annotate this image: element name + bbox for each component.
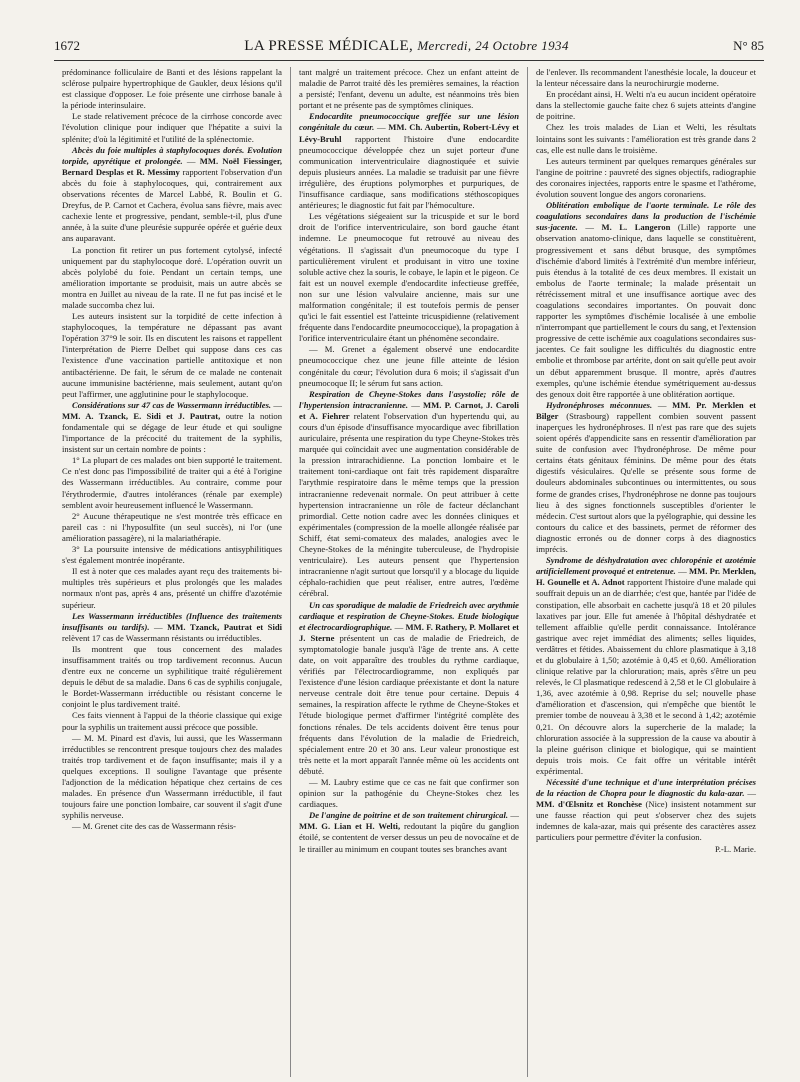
paragraph: Les auteurs insistent sur la torpidité de cette infection à staphylocoques, la température ne dépassant pas avant l'opération 37°9 le soir. Ils en discutent les raisons et rappellent l'interprétation de Pierre Delbet qui suppose dans ces cas l'existence d'une vaccination partielle antitoxique et non antibactérienne. De fait, le sérum de ce malade ne contenait aucune immunisine bactérienne, mais seulement, autant qu'on peut l'affirmer, une agglutinine pour le staphylocoque. <box>62 311 282 399</box>
section-title: Un cas sporadique de maladie de Friedreich avec arythmie cardiaque et respiration de Cheyne-Stokes. Etude biologique et électrocardiographique. <box>299 599 519 632</box>
section-title: Syndrome de déshydratation avec chloropénie et azotémie artificiellement provoqué et entretenue. <box>536 555 756 577</box>
text-columns <box>54 67 764 1077</box>
section-paragraph: Endocardite pneumococcique greffée sur une lésion congénitale du cœur. — MM. Ch. Aubertin, Robert-Lévy et Lévy-Bruhl rapportent l'histoire d'une endocardite pneumococcique développée chez un sujet porteur d'une communication interventriculaire diagnostiquée et suivie depuis plusieurs années. La maladie se traduisit par une fièvre irrégulière, des éruptions polymorphes et purpuriques, de l'insuffisance cardiaque, sans modifications stéthoscopiques antérieures; le diagnostic fut fait par l'hémoculture. <box>299 111 520 211</box>
section-title: Respiration de Cheyne-Stokes dans l'asystolie; rôle de l'hypertension intracranienne. <box>299 388 519 410</box>
paragraph: Chez les trois malades de Lian et Welti, les résultats lointains sont les suivants : l'amélioration est très grande dans 2 cas, elle est nulle dans le troisième. <box>536 122 756 155</box>
section-paragraph: Abcès du foie multiples à staphylocoques dorés. Evolution torpide, apyrétique et prolongée. — MM. Noël Fiessinger, Bernard Desplas et R. Messimy rapportent l'observation d'un abcès du foie à staphylocoques, qui, contrairement aux observations récentes de Marcel Labbé, R. Boulin et G. Dreyfus, de P. Carnot et Cachera, évolua sans fièvre, mais avec cachexie lente et progressive, pendant, semble-t-il, plus d'une année, à la suite d'une pleurésie suppurée opérée et guérie deux ans auparavant. <box>62 144 282 244</box>
section-text: (Lille) rapporte une observation anatomo-clinique, dans laquelle se constituèrent, progressivement et sans début brusque, des symptômes d'ischémie d'abord limités à l'extrémité d'un membre inférieur, puis étendus à la totalité de ces deux membres. Il existait un embolus de l'aorte terminale; la malade présentait un rétrécissement mitral et une insuffisance aortique avec des coagulations secondaires importantes. On pouvait donc rapporter les symptômes d'ischémie localisée à une embolie n'interrompant que partiellement le cours du sang, et l'extension progressive de cette ischémie aux coagulations secondaires sus-jacentes. Ce fait souligne les difficultés du diagnostic entre embolie et thrombose par artérite, dont on sait qu'elle peut avoir un début apparemment brusque. Il montre, après d'autres exemples, qu'une ischémie étendue symétriquement au-dessus des genoux doit être rapportée à une oblitération aortique. <box>536 222 756 399</box>
section-authors: MM. Noël Fiessinger, Bernard Desplas et R. Messimy <box>62 155 282 177</box>
journal-title-line <box>244 38 569 55</box>
section-paragraph: Considérations sur 47 cas de Wassermann irréductibles. — MM. A. Tzanck, E. Sidi et J. Pautrat, outre la notion fondamentale qui se dégage de leur étude et qui souligne l'importance de la précocité du traitement de la syphilis, insistent sur un certain nombre de points : <box>62 399 283 455</box>
section-authors: MM. F. Rathery, P. Mollaret et J. Sterne <box>299 621 519 643</box>
paragraph: tant malgré un traitement précoce. Chez un enfant atteint de maladie de Parrot traité dès les premières semaines, la réaction a persisté; l'enfant, devenu un adulte, est néanmoins très bien portant et ne présente pas de symptômes cliniques. <box>299 67 519 111</box>
paragraph: Il est à noter que ces malades ayant reçu des traitements bi-multiples très supérieurs et plus prolongés que les malades normaux n'ont pas, après 4 ans, présenté un chiffre d'azotémie supérieur. <box>62 566 282 610</box>
section-title: Abcès du foie multiples à staphylocoques dorés. Evolution torpide, apyrétique et prolongée. <box>62 144 282 166</box>
paragraph: En procédant ainsi, H. Welti n'a eu aucun incident opératoire dans la stellectomie gauche faite chez 6 sujets atteints d'angine de poitrine. <box>536 89 756 122</box>
page-number: 1672 <box>54 38 80 53</box>
section-authors: MM. A. Tzanck, E. Sidi et J. Pautrat, <box>62 410 221 421</box>
section-title: Considérations sur 47 cas de Wassermann irréductibles. <box>72 399 272 410</box>
paragraph: — M. Grenet a également observé une endocardite pneumococcique chez une jeune fille atteinte de lésion congénitale du cœur; l'évolution dura 6 mois; il s'agissait d'un pneumocoque II; le sérum fut sans action. <box>299 344 519 388</box>
section-text: rapportent l'observation d'un abcès du foie à staphylocoques, qui, contrairement aux observations récentes de Marcel Labbé, R. Boulin et G. Dreyfus, de P. Carnot et Cachera, évolua sans fièvre, mais avec cachexie lente et progressive, pendant, semble-t-il, plus d'une année, à la suite d'une pleurésie suppurée opérée et guérie deux ans auparavant. <box>62 166 282 244</box>
section-authors: MM. Tzanck, Pautrat et Sidi <box>167 621 282 632</box>
section-title: Hydronéphroses méconnues. <box>546 399 653 410</box>
section-text: outre la notion fondamentale qui se dégage de leur étude et qui souligne l'importance de la précocité du traitement de la syphilis, insistent sur un certain nombre de points : <box>62 410 282 455</box>
section-paragraph: De l'angine de poitrine et de son traitement chirurgical. — MM. G. Lian et H. Welti, redoutant la piqûre du ganglion étoilé, se contentent de verser dessus un peu de novocaïne et de le tirailler au minimum en coupant toutes ses branches avant <box>299 810 520 854</box>
paragraph: Le stade relativement précoce de la cirrhose concorde avec l'évolution clinique pour indiquer que l'hépatite a suivi la splénite; d'où la légitimité et l'utilité de la splénectomie. <box>62 111 282 144</box>
section-authors: MM. Ch. Aubertin, Robert-Lévy et Lévy-Bruhl <box>299 122 520 144</box>
section-authors: M. L. Langeron <box>601 222 671 233</box>
signature: P.-L. Marie. <box>714 843 756 854</box>
section-text: redoutant la piqûre du ganglion étoilé, se contentent de verser dessus un peu de novocaïne et de le tirailler au minimum en coupant toutes ses branches avant <box>299 821 520 854</box>
section-paragraph: Nécessité d'une technique et d'une interprétation précises de la réaction de Chopra pour le diagnostic du kala-azar. — MM. d'Œlsnitz et Ronchèse (Nice) insistent notamment sur une fausse réaction qui peut s'observer chez des sujets indemnes de kala-azar, mais qui présente des caractères assez particuliers pour permettre d'éviter la confusion. <box>536 777 756 843</box>
section-text: rapportent l'histoire d'une endocardite pneumococcique développée chez un sujet porteur d'une communication interventriculaire diagnostiquée et suivie depuis plusieurs années. La maladie se traduisit par une fièvre irrégulière, des éruptions polymorphes et purpuriques, de l'insuffisance cardiaque, sans modifications stéthoscopiques antérieures; le diagnostic fut fait par l'hémoculture. <box>299 133 519 211</box>
journal-name: LA PRESSE MÉDICALE, <box>244 38 414 54</box>
section-text: présentent un cas de maladie de Friedreich, de symptomatologie banale jusqu'à l'âge de trente ans. A cette date, on voit apparaître des troubles du rythme cardiaque, vérifiés par l'électrocardiogramme, non expliqués par l'existence d'une lésion cardiaque préexistante et dont la nature nerveuse centrale doit être tenue pour certaine. Depuis 4 semaines, la respiration affecte le rythme de Cheyne-Stokes et l'étude biologique permet d'affirmer l'intégrité complète des fonctions rénales. De tels accidents doivent être tenus pour fréquents dans l'évolution de la maladie de Friedreich, spécialement entre 20 et 30 ans. Leur valeur pronostique est très nette et la mort apparaît l'année même où les accidents ont débuté. <box>299 632 519 776</box>
section-text: (Nice) insistent notamment sur une fausse réaction qui peut s'observer chez des sujets indemnes de kala-azar, mais qui présente des caractères assez particuliers pour permettre d'éviter la confusion. <box>536 799 756 843</box>
issue-number: N° 85 <box>733 38 764 53</box>
paragraph: Ces faits viennent à l'appui de la théorie classique qui exige pour la syphilis un traitement aussi précoce que possible. <box>62 710 282 732</box>
paragraph: prédominance folliculaire de Banti et des lésions rappelant la sclérose pulpaire hypertrophique de Gaukler, deux lésions qu'il est classique d'opposer. Le foie présente une cirrhose banale à la période interinsulaire. <box>62 67 282 111</box>
paragraph: — M. Grenet cite des cas de Wassermann résis- <box>72 821 237 832</box>
section-paragraph: Syndrome de déshydratation avec chloropénie et azotémie artificiellement provoqué et entretenue. — MM. Pr. Merklen, H. Gounelle et A. Adnot rapportent l'histoire d'une malade qui souffrait depuis un an de diarrhée; c'est que, hantée par l'idée de constipation, elle absorbait en cachette jusqu'à 18 et 20 pilules laxatives par jour. Elle fut amenée à l'hôpital déshydratée et tellement affaiblie qu'elle perdit connaissance. Intolérance gastrique avec rejet immédiat des aliments; selles liquides, verdâtres et fétides. Abaissement du chlore plasmatique à 3,18 et du globulaire à 1,50; azotémie à 0,45 et 0,60. Amélioration clinique relative par la chloruration; mais, après s'être un peu relevés, le Cl plasmatique redescend à 2,58 et le Cl globulaire à 1,36, avec azotémie à 0,98. Reprise du sel; nouvelle phase d'amélioration et d'ascension, qui n'empêche que bientôt le premier tombe de nouveau à 3,38 et le second à 1,42; azotémie 0,21. On découvre alors la supercherie de la malade; la chloruration associée à la suppression de la cause va aboutir à la pleine guérison clinique et biologique, qui se maintient depuis trois mois. Ce fait offre un véritable intérêt expérimental. <box>536 555 757 776</box>
section-text: rapportent l'histoire d'une malade qui souffrait depuis un an de diarrhée; c'est que, hantée par l'idée de constipation, elle absorbait en cachette jusqu'à 18 et 20 pilules laxatives par jour. Elle fut amenée à l'hôpital déshydratée et tellement affaiblie qu'elle perdit connaissance. Intolérance gastrique avec rejet immédiat des aliments; selles liquides, verdâtres et fétides. Abaissement du chlore plasmatique à 3,18 et du globulaire à 1,50; azotémie à 0,45 et 0,60. Amélioration clinique relative par la chloruration; mais, après s'être un peu relevés, le Cl plasmatique redescend à 2,58 et le Cl globulaire à 1,36, avec azotémie à 0,98. Reprise du sel; nouvelle phase d'amélioration et d'ascension, qui n'empêche que bientôt le premier tombe de nouveau à 3,38 et le second à 1,42; azotémie 0,21. On découvre alors la supercherie de la malade; la chloruration associée à la suppression de la cause va aboutir à la pleine guérison clinique et biologique, qui se maintient depuis trois mois. Ce fait offre un véritable intérêt expérimental. <box>536 577 756 776</box>
section-title: Endocardite pneumococcique greffée sur une lésion congénitale du cœur. <box>299 111 519 133</box>
section-paragraph: Un cas sporadique de maladie de Friedreich avec arythmie cardiaque et respiration de Cheyne-Stokes. Etude biologique et électrocardiographique. — MM. F. Rathery, P. Mollaret et J. Sterne présentent un cas de maladie de Friedreich, de symptomatologie banale jusqu'à l'âge de trente ans. A cette date, on voit apparaître des troubles du rythme cardiaque, vérifiés par l'électrocardiogramme, non expliqués par l'existence d'une lésion cardiaque préexistante et dont la nature nerveuse centrale doit être tenue pour certaine. Depuis 4 semaines, la respiration affecte le rythme de Cheyne-Stokes et l'étude biologique permet d'affirmer l'intégrité complète des fonctions rénales. De tels accidents doivent être tenus pour fréquents dans l'évolution de la maladie de Friedreich, spécialement entre 20 et 30 ans. Leur valeur pronostique est très nette et la mort apparaît l'année même où les accidents ont débuté. <box>299 599 519 776</box>
paragraph: — M. Laubry estime que ce cas ne fait que confirmer son opinion sur la pathogénie du Cheyne-Stokes chez les cardiaques. <box>299 777 519 810</box>
column-2 <box>290 67 527 1077</box>
paragraph: 2° Aucune thérapeutique ne s'est montrée très efficace en pareil cas : ni l'hyposulfite (un seul succès), ni l'or (une amélioration passagère), ni la malariathérapie. <box>62 510 282 543</box>
section-title: Les Wassermann irréductibles (Influence des traitements insuffisants ou tardifs). <box>62 610 282 632</box>
section-authors: MM. Pr. Merklen, H. Gounelle et A. Adnot <box>536 566 757 588</box>
paragraph: Les auteurs terminent par quelques remarques générales sur l'angine de poitrine : pauvreté des signes objectifs, radiographie des coronaires injectées, rapports entre le spasme et l'athérome, évolution souvent longue des angors coronariens. <box>536 155 756 200</box>
section-title: De l'angine de poitrine et de son traitement chirurgical. <box>309 810 508 821</box>
column-3 <box>527 67 764 1077</box>
running-header <box>54 38 764 61</box>
section-title: Nécessité d'une technique et d'une interprétation précises de la réaction de Chopra pour le diagnostic du kala-azar. <box>536 777 756 799</box>
paragraph: 3° La poursuite intensive de médications antisyphilitiques s'est également montrée inopérante. <box>62 544 282 566</box>
section-text: relèvent 17 cas de Wassermann résistants ou irréductibles. <box>62 632 262 643</box>
paragraph: de l'enlever. Ils recommandent l'anesthésie locale, la douceur et la lenteur nécessaire dans la neurochirurgie moderne. <box>536 67 756 89</box>
section-text: relatent l'observation d'un hypertendu qui, au cours d'un épisode d'insuffisance myocardique avec fibrillation auriculaire, présenta une respiration du type Cheyne-Stokes très marquée qui coïncidait avec une augmentation considérable de la pression intrarachidienne. La ponction lombaire et le traitement toni-cardiaque ont fait très rapidement disparaître l'arythmie respiratoire dans le même temps que la pression intracranienne redevenait normale. On peut attribuer à cette hypertension intracranienne un rôle de facteur déclanchant primordial. Cette notion cadre avec les données cliniques et expérimentales (compression de la moelle allongée réalisée par Schiff, état semi-comateux des malades, analogies avec le Cheyne-Stokes de la méningite tuberculeuse, de l'hydropisie ventriculaire). Les auteurs pensent que l'hypertension intracranienne n'agit surtout que lorsqu'il y a blocage du liquide céphalo-rachidien que peut réaliser, entre autres, l'œdème cérébral. <box>299 410 520 599</box>
column-1 <box>54 67 290 1077</box>
paragraph: 1° La plupart de ces malades ont bien supporté le traitement. Ce n'est donc pas l'impossibilité de traiter qui a été à l'origine des Wassermann irréductibles. Au contraire, comme pour l'érythrodermie, d'autres intolérances (rénale par exemple) semblent avoir heureusement influencé le Wassermann. <box>62 455 282 510</box>
section-authors: MM. Pr. Merklen et Bilger <box>536 399 757 421</box>
section-title: Oblitération embolique de l'aorte terminale. Le rôle des coagulations secondaires dans la production de l'ischémie sus-jacente. <box>536 200 756 233</box>
paragraph: La ponction fit retirer un pus fortement cytolysé, infecté uniquement par du staphylocoque doré. L'opération ouvrit un abcès polylobé du foie. Pendant un certain temps, une amélioration importante se produisit, mais un autre abcès se montra en Juillet au niveau de la rate. Il ne fut pas incisé et le malade succomba chez lui. <box>62 244 282 310</box>
issue-date: Mercredi, 24 Octobre 1934 <box>417 38 569 53</box>
paragraph: Les végétations siégeaient sur la tricuspide et sur le bord droit de l'orifice interventriculaire, son bord gauche étant indemne. Le pneumocoque fut retrouvé au niveau des végétations. Il s'agissait d'un pneumocoque du type I particulièrement virulent et produisant in vitro une toxine soluble active chez la souris, le cobaye, le lapin et le pigeon. Ce fait est un nouvel exemple d'endocardite infectieuse greffée, non sur une lésion valvulaire ancienne, mais sur une malformation congénitale; il est toutefois permis de penser qu'ici le fait essentiel est l'atteinte tricuspidienne (relativement fréquente dans l'endocardite pneumococcique), la propagation à l'orifice interventriculaire étant un phénomène secondaire. <box>299 211 519 344</box>
section-paragraph: Les Wassermann irréductibles (Influence des traitements insuffisants ou tardifs). — MM. Tzanck, Pautrat et Sidi relèvent 17 cas de Wassermann résistants ou irréductibles. <box>62 610 282 643</box>
paragraph: — M. M. Pinard est d'avis, lui aussi, que les Wassermann irréductibles se rencontrent presque toujours chez des malades traités trop tardivement et de façon insuffisante; mais il y a quelques exceptions. Il souligne l'avantage que présente l'adjonction de la médication hépatique chez certains de ces malades. En présence d'un Wassermann irréductible, il faut toujours faire une ponction lombaire, car souvent il s'agit d'une syphilis nerveuse. <box>62 732 282 821</box>
section-authors: MM. G. Lian et H. Welti, <box>299 821 401 832</box>
paragraph: Ils montrent que tous concernent des malades insuffisamment traités ou trop tardivement reconnus. Aucun d'entre eux ne concerne un syphilitique traité régulièrement depuis le début de sa maladie. Dans 6 cas de syphilis conjugale, le Bordet-Wassermann irréductible ou résistant concerne le conjoint le plus tardivement traité. <box>62 643 282 710</box>
section-text: (Strasbourg) rappellent combien souvent passent inaperçues les hydronéphroses. Il n'est pas rare que des sujets soient opérés d'appendicite sans en ressentir d'amélioration par suite de confusion avec l'hydronéphrose. De même pour certains états génitaux féminins. De même pour des états digestifs vésiculaires. Qu'elle se présente sous forme de douleurs abdominales subcontinues ou intermittentes, ou sous forme de grandes crises, l'hydronéphrose ne donne pas toujours lieu à des signes fonctionnels susceptibles d'orienter le médecin. C'est surtout alors que la pyélographie, qui dessine les contours du calice et des bassinets, permet de réformer des diagnostic erronés ou de donner corps à des diagnostics imprécis. <box>536 410 756 555</box>
section-authors: MM. d'Œlsnitz et Ronchèse <box>536 799 642 810</box>
section-paragraph: Respiration de Cheyne-Stokes dans l'asystolie; rôle de l'hypertension intracranienne. — MM. P. Carnot, J. Caroli et A. Fiehrer relatent l'observation d'un hypertendu qui, au cours d'un épisode d'insuffisance myocardique avec fibrillation auriculaire, présenta une respiration du type Cheyne-Stokes très marquée qui coïncidait avec une augmentation considérable de la pression intrarachidienne. La ponction lombaire et le traitement toni-cardiaque ont fait très rapidement disparaître l'arythmie respiratoire dans le même temps que la pression intracranienne redevenait normale. On peut attribuer à cette hypertension intracranienne un rôle de facteur déclanchant primordial. Cette notion cadre avec les données cliniques et expérimentales (compression de la moelle allongée réalisée par Schiff, état semi-comateux des malades, analogies avec le Cheyne-Stokes de la méningite tuberculeuse, de l'hydropisie ventriculaire). Les auteurs pensent que l'hypertension intracranienne n'agit surtout que lorsqu'il y a blocage du liquide céphalo-rachidien que peut réaliser, entre autres, l'œdème cérébral. <box>299 388 520 599</box>
section-authors: MM. P. Carnot, J. Caroli et A. Fiehrer <box>299 399 520 421</box>
section-paragraph: Hydronéphroses méconnues. — MM. Pr. Merklen et Bilger (Strasbourg) rappellent combien souvent passent inaperçues les hydronéphroses. Il n'est pas rare que des sujets soient opérés d'appendicite sans en ressentir d'amélioration par suite de confusion avec l'hydronéphrose. De même pour certains états génitaux féminins. De même pour des états digestifs vésiculaires. Qu'elle se présente sous forme de douleurs abdominales subcontinues ou intermittentes, ou sous forme de grandes crises, l'hydronéphrose ne donne pas toujours lieu à des signes fonctionnels susceptibles d'orienter le médecin. C'est surtout alors que la pyélographie, qui dessine les contours du calice et des bassinets, permet de réformer des diagnostic erronés ou de donner corps à des diagnostics imprécis. <box>536 399 757 555</box>
section-paragraph: Oblitération embolique de l'aorte terminale. Le rôle des coagulations secondaires dans la production de l'ischémie sus-jacente. — M. L. Langeron (Lille) rapporte une observation anatomo-clinique, dans laquelle se constituèrent, progressivement et sans début brusque, des symptômes d'ischémie d'abord limités à l'extrémité d'un membre inférieur, puis étendus à la totalité de ces deux membres. Il existait un embolus de l'aorte terminale; la malade présentait un rétrécissement mitral et une insuffisance aortique avec des coagulations secondaires importantes. On pouvait donc rapporter les symptômes d'ischémie localisée à une embolie n'interrompant que partiellement le cours du sang, et l'extension progressive de cette ischémie aux coagulations secondaires sus-jacentes. Ce fait souligne les difficultés du diagnostic entre embolie et thrombose par artérite, dont on sait qu'elle peut avoir un début apparemment brusque. Il montre, après d'autres exemples, qu'une ischémie étendue symétriquement au-dessus des genoux doit être rapportée à une oblitération aortique. <box>536 200 756 399</box>
